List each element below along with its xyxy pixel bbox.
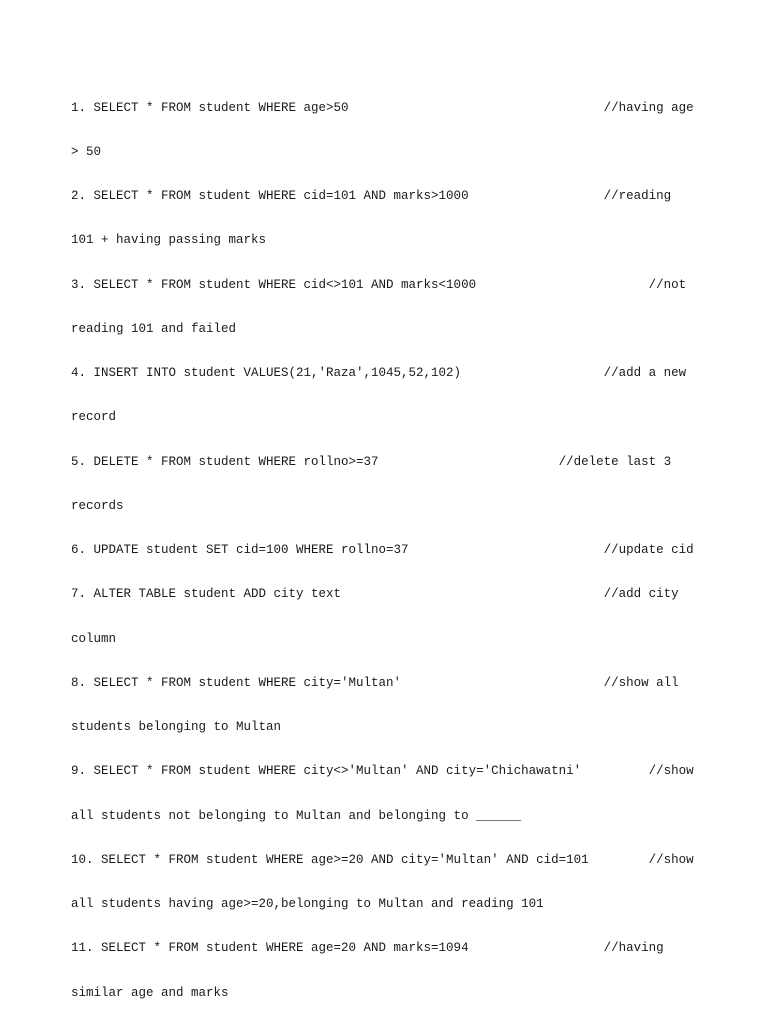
query-line: 5. DELETE * FROM student WHERE rollno>=37 //delete last 3 — [71, 454, 672, 469]
query-line: 101 + having passing marks — [71, 233, 267, 248]
query-line: 9. SELECT * FROM student WHERE city<>'Multan' AND city='Chichawatni' //show — [71, 764, 694, 779]
query-line: 11. SELECT * FROM student WHERE age=20 AND marks=1094 //having — [71, 941, 664, 956]
query-line: 8. SELECT * FROM student WHERE city='Multan' //show all — [71, 675, 679, 690]
query-line: 6. UPDATE student SET cid=100 WHERE rollno=37 //update cid — [71, 543, 694, 557]
query-line: reading 101 and failed — [71, 321, 237, 336]
query-line: 10. SELECT * FROM student WHERE age>=20 AND city='Multan' AND cid=101 //show — [71, 852, 694, 867]
query-line: similar age and marks — [71, 985, 229, 1000]
query-line: students belonging to Multan — [71, 720, 282, 734]
query-line: 1. SELECT * FROM student WHERE age>50 //having age — [71, 100, 694, 115]
query-line: records — [71, 498, 124, 513]
query-line: column — [71, 631, 117, 646]
query-line: all students having age>=20,belonging to Multan and reading 101 — [71, 897, 544, 911]
query-line: 4. INSERT INTO student VALUES(21,'Raza',1045,52,102) //add a new — [71, 366, 687, 380]
query-line: 7. ALTER TABLE student ADD city text //add city — [71, 587, 679, 602]
query-line: all students not belonging to Multan and belonging to ______ — [71, 808, 522, 823]
sql-query-list — [71, 71, 701, 1030]
query-line: > 50 — [71, 144, 102, 159]
query-line: 3. SELECT * FROM student WHERE cid<>101 AND marks<1000 //not — [71, 277, 687, 292]
query-line: record — [71, 410, 117, 425]
query-line: 2. SELECT * FROM student WHERE cid=101 AND marks>1000 //reading — [71, 189, 672, 203]
